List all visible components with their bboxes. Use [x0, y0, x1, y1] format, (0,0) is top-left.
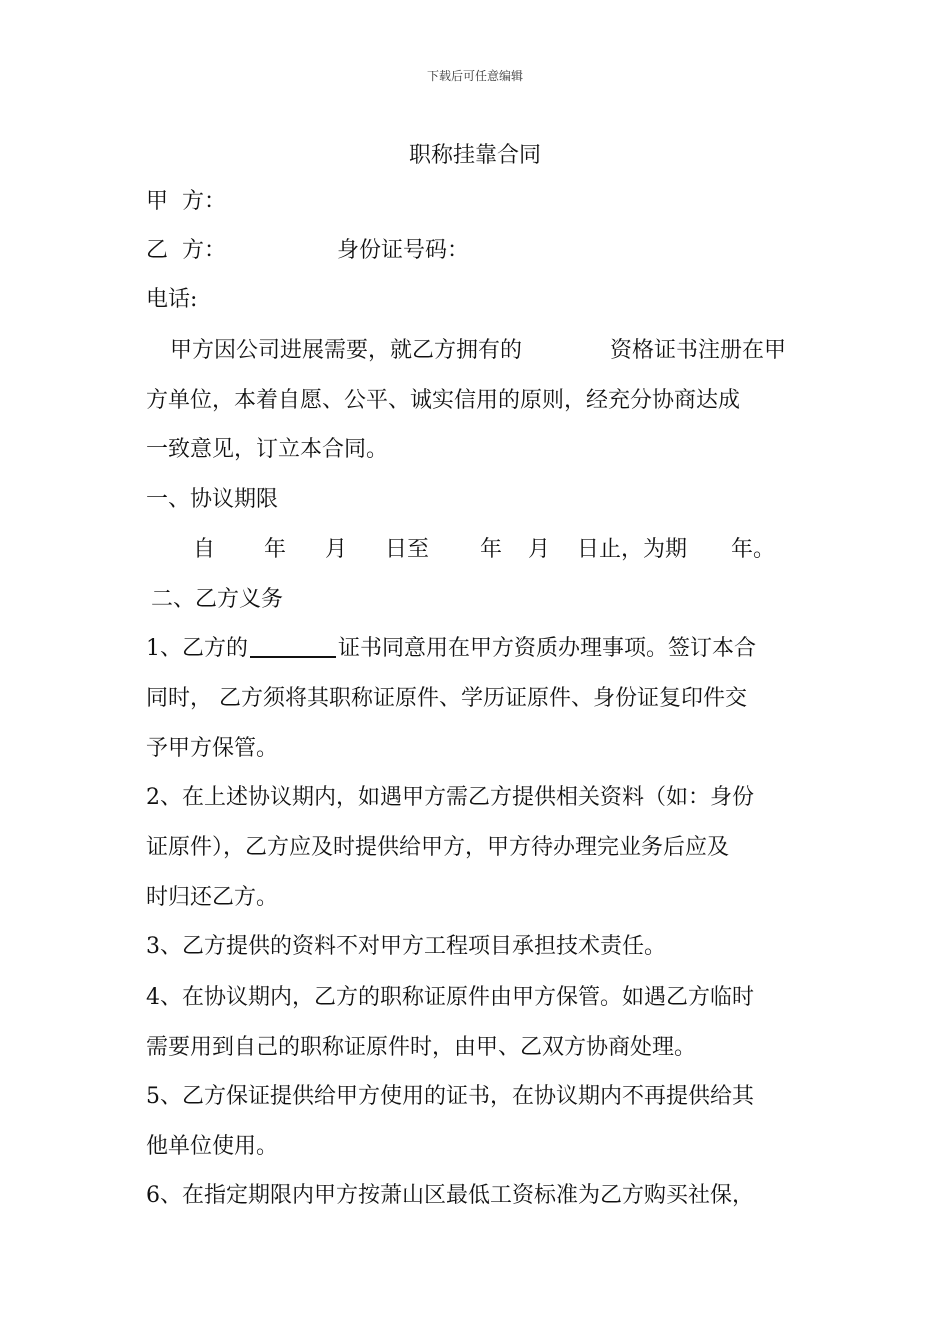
intro-text: 甲方因公司进展需要，就乙方拥有的 [170, 338, 523, 363]
term-month-2: 月 [528, 537, 551, 562]
clause-2-line-2: 证原件），乙方应及时提供给甲方，甲方待办理完业务后应及 [146, 835, 730, 860]
intro-text: 资格证书注册在甲 [610, 338, 787, 363]
intro-line-1 [170, 336, 787, 366]
clause-3-line-1: 3、乙方提供的资料不对甲方工程项目承担技术责任。 [146, 934, 666, 959]
term-month-1: 月 [325, 537, 348, 562]
clause-5-line-1: 5、乙方保证提供给甲方使用的证书，在协议期内不再提供给其 [146, 1084, 754, 1109]
phone-field [146, 285, 197, 315]
clause-5-line-2: 他单位使用。 [146, 1134, 279, 1159]
fill-in-blank [250, 634, 336, 658]
clause-text: 1、乙方的 [146, 636, 248, 661]
clause-1-line-3: 予甲方保管。 [146, 736, 279, 761]
header-note: 下载后可任意编辑 [426, 69, 523, 83]
section-heading-obligations: 二、乙方义务 [151, 587, 284, 612]
clause-1-line-1 [146, 634, 756, 664]
clause-4-line-2: 需要用到自己的职称证原件时，由甲、乙双方协商处理。 [146, 1035, 697, 1060]
party-a-field [146, 187, 226, 217]
clause-2-line-1: 2、在上述协议期内，如遇甲方需乙方提供相关资料（如：身份 [146, 785, 754, 810]
clause-4-line-1: 4、在协议期内，乙方的职称证原件由甲方保管。如遇乙方临时 [146, 985, 754, 1010]
intro-line-3: 一致意见，订立本合同。 [146, 437, 389, 462]
intro-line-2: 方单位，本着自愿、公平、诚实信用的原则，经充分协商达成 [146, 388, 741, 413]
term-year-3: 年。 [731, 537, 776, 562]
party-b-field [146, 236, 470, 266]
party-b-label: 乙 方： [146, 238, 226, 263]
term-year-1: 年 [264, 537, 287, 562]
section-heading-term: 一、协议期限 [146, 487, 279, 512]
phone-label: 电话: [146, 287, 198, 312]
term-year-2: 年 [480, 537, 503, 562]
clause-2-line-3: 时归还乙方。 [146, 885, 279, 910]
term-day-to: 日至 [385, 537, 430, 562]
term-from: 自 [193, 537, 216, 562]
clause-6-line-1: 6、在指定期限内甲方按萧山区最低工资标准为乙方购买社保， [146, 1183, 754, 1208]
clause-text: 证书同意用在甲方资质办理事项。签订本合 [338, 636, 757, 661]
id-number-label: 身份证号码： [337, 238, 470, 263]
term-day-end: 日止，为期 [577, 537, 688, 562]
party-a-label: 甲 方： [146, 189, 226, 214]
clause-1-line-2: 同时， 乙方须将其职称证原件、学历证原件、身份证复印件交 [146, 686, 747, 711]
document-title: 职称挂靠合同 [408, 143, 541, 168]
